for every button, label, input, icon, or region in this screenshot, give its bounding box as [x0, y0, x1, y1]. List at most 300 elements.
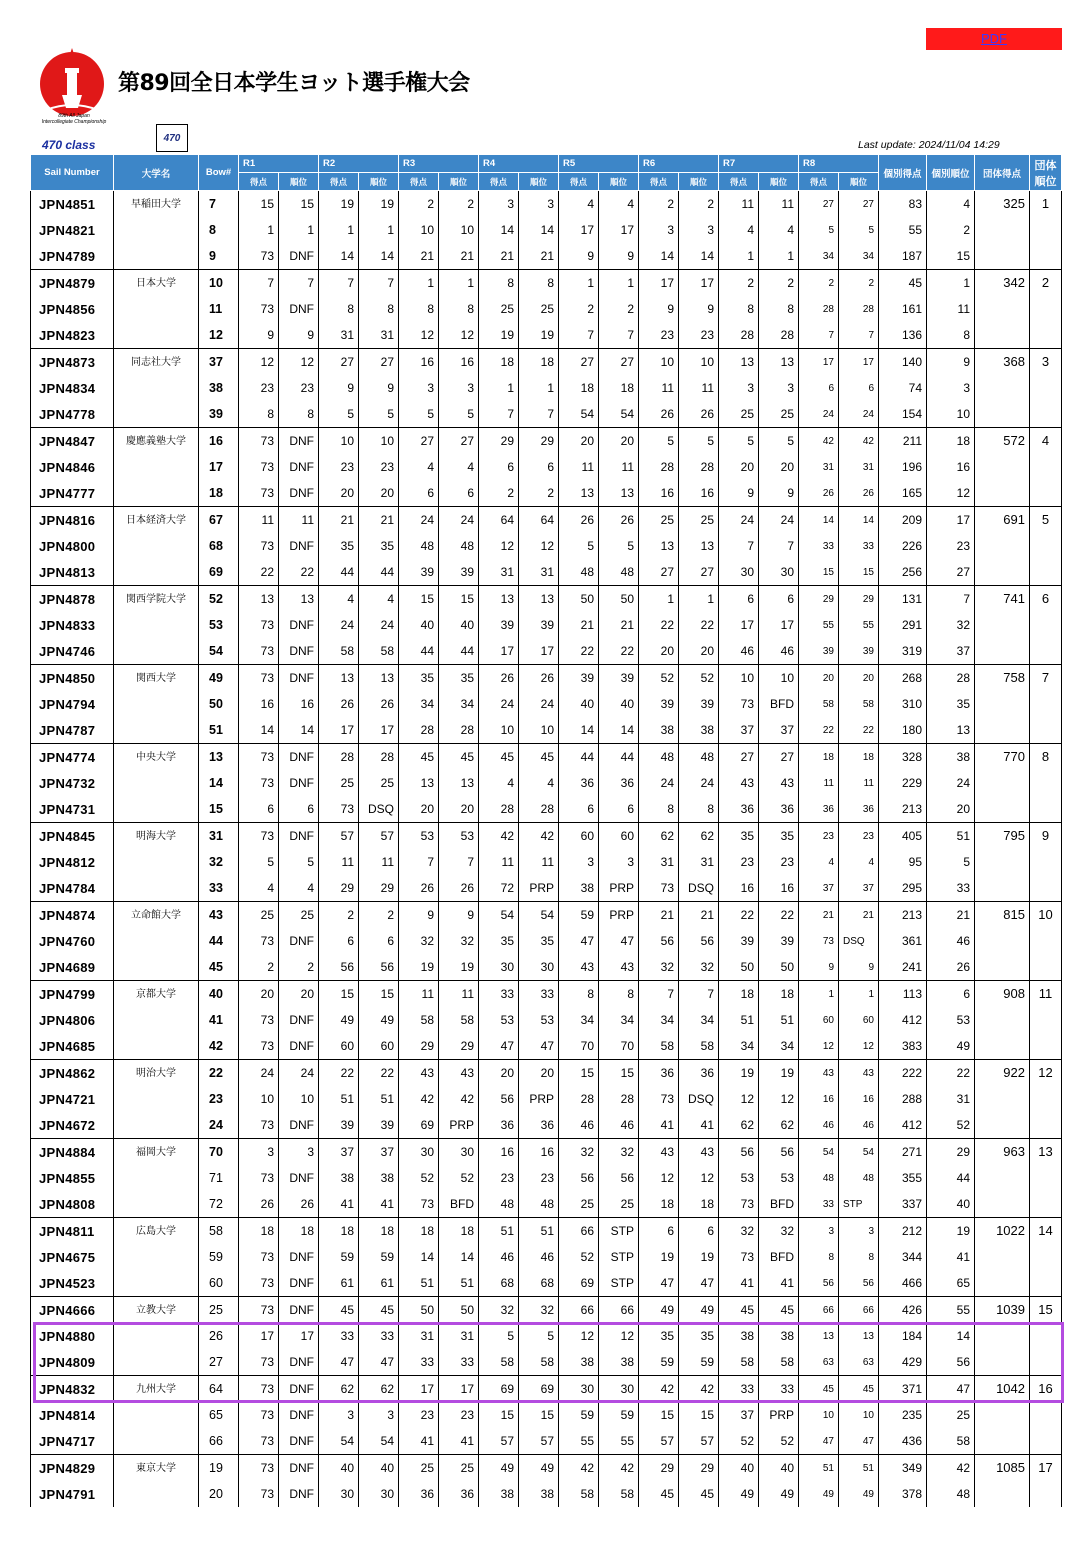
race-rank: 14 [839, 507, 879, 534]
race-rank: 45 [359, 1297, 399, 1324]
individual-rank: 23 [927, 533, 975, 559]
race-score: 33 [399, 1349, 439, 1376]
race-rank: 18 [759, 981, 799, 1008]
race-rank: 4 [759, 217, 799, 243]
race-score: 55 [559, 1428, 599, 1455]
race-score: 73 [239, 1376, 279, 1403]
race-score: 6 [399, 480, 439, 507]
race-score: 26 [559, 507, 599, 534]
race-score: 2 [399, 191, 439, 218]
sail-number: JPN4812 [31, 849, 114, 875]
race-score: 45 [719, 1297, 759, 1324]
race-score: 37 [319, 1139, 359, 1166]
bow-number: 68 [199, 533, 239, 559]
race-score: 26 [639, 401, 679, 428]
race-rank: 58 [359, 638, 399, 665]
race-rank: 33 [839, 533, 879, 559]
individual-rank: 10 [927, 401, 975, 428]
race-rank: 40 [599, 691, 639, 717]
race-rank: DNF [279, 243, 319, 270]
individual-rank: 25 [927, 1402, 975, 1428]
team-rank: 14 [1030, 1218, 1062, 1297]
race-rank: 60 [599, 823, 639, 850]
race-score: 24 [399, 507, 439, 534]
race-score: 5 [719, 428, 759, 455]
race-rank: 63 [839, 1349, 879, 1376]
race-rank: 51 [839, 1455, 879, 1482]
race-rank: 41 [759, 1270, 799, 1297]
race-score: 44 [559, 744, 599, 771]
race-score: 51 [479, 1218, 519, 1245]
race-rank: DNF [279, 612, 319, 638]
race-score: 42 [479, 823, 519, 850]
race-rank: DNF [279, 1297, 319, 1324]
race-rank: 8 [759, 296, 799, 322]
race-rank: 9 [599, 243, 639, 270]
race-rank: 19 [359, 191, 399, 218]
individual-rank: 22 [927, 1060, 975, 1087]
race-score: 10 [319, 428, 359, 455]
col-race-rank: 順位 [599, 173, 639, 191]
sail-number: JPN4523 [31, 1270, 114, 1297]
individual-score: 383 [879, 1033, 927, 1060]
race-rank: 18 [599, 375, 639, 401]
race-rank: STP [599, 1270, 639, 1297]
race-score: 26 [319, 691, 359, 717]
race-score: 29 [639, 1455, 679, 1482]
race-score: 13 [719, 349, 759, 376]
bow-number: 54 [199, 638, 239, 665]
individual-rank: 24 [927, 770, 975, 796]
bow-number: 27 [199, 1349, 239, 1376]
race-score: 7 [639, 981, 679, 1008]
race-score: 56 [319, 954, 359, 981]
race-rank: 9 [359, 375, 399, 401]
race-score: 25 [399, 1455, 439, 1482]
individual-rank: 42 [927, 1455, 975, 1482]
individual-score: 165 [879, 480, 927, 507]
university-name: 慶應義塾大学 [114, 428, 199, 507]
race-rank: 29 [439, 1033, 479, 1060]
race-rank: 2 [279, 954, 319, 981]
race-rank: 56 [759, 1139, 799, 1166]
race-score: 62 [319, 1376, 359, 1403]
race-score: 36 [639, 1060, 679, 1087]
individual-score: 412 [879, 1007, 927, 1033]
race-score: 73 [239, 744, 279, 771]
race-rank: DNF [279, 454, 319, 480]
race-score: 73 [639, 1086, 679, 1112]
race-score: 8 [239, 401, 279, 428]
race-score: 11 [719, 191, 759, 218]
bow-number: 40 [199, 981, 239, 1008]
race-rank: PRP [519, 875, 559, 902]
sail-number: JPN4813 [31, 559, 114, 586]
individual-rank: 11 [927, 296, 975, 322]
team-score: 963 [975, 1139, 1030, 1218]
individual-score: 378 [879, 1481, 927, 1507]
individual-rank: 6 [927, 981, 975, 1008]
race-score: 73 [239, 296, 279, 322]
bow-number: 43 [199, 902, 239, 929]
race-score: 28 [399, 717, 439, 744]
race-score: 53 [399, 823, 439, 850]
race-rank: 13 [439, 770, 479, 796]
individual-score: 295 [879, 875, 927, 902]
bow-number: 67 [199, 507, 239, 534]
race-rank: 38 [679, 717, 719, 744]
race-rank: 4 [599, 191, 639, 218]
race-score: 25 [239, 902, 279, 929]
team-score: 741 [975, 586, 1030, 665]
race-rank: 32 [439, 928, 479, 954]
race-rank: 35 [519, 928, 559, 954]
bow-number: 53 [199, 612, 239, 638]
team-rank: 10 [1030, 902, 1062, 981]
race-rank: 15 [519, 1402, 559, 1428]
bow-number: 58 [199, 1218, 239, 1245]
race-score: 38 [319, 1165, 359, 1191]
university-name: 中央大学 [114, 744, 199, 823]
race-rank: 8 [279, 401, 319, 428]
race-score: 18 [719, 981, 759, 1008]
race-rank: 8 [599, 981, 639, 1008]
individual-rank: 20 [927, 796, 975, 823]
race-rank: 30 [439, 1139, 479, 1166]
individual-score: 344 [879, 1244, 927, 1270]
race-score: 17 [559, 217, 599, 243]
race-score: 25 [719, 401, 759, 428]
individual-score: 154 [879, 401, 927, 428]
individual-rank: 53 [927, 1007, 975, 1033]
race-rank: 54 [359, 1428, 399, 1455]
results-table [30, 154, 1062, 1507]
race-score: 35 [639, 1323, 679, 1349]
sail-number: JPN4878 [31, 586, 114, 613]
individual-rank: 4 [927, 191, 975, 218]
individual-score: 213 [879, 902, 927, 929]
race-rank: 26 [679, 401, 719, 428]
race-rank: 58 [519, 1349, 559, 1376]
individual-rank: 29 [927, 1139, 975, 1166]
race-score: 12 [479, 533, 519, 559]
team-rank: 12 [1030, 1060, 1062, 1139]
race-rank: 54 [839, 1139, 879, 1166]
race-score: 11 [399, 981, 439, 1008]
race-score: 21 [799, 902, 839, 929]
race-rank: 42 [679, 1376, 719, 1403]
individual-score: 55 [879, 217, 927, 243]
race-score: 4 [479, 770, 519, 796]
race-score: 5 [399, 401, 439, 428]
470-class-logo: 470 [156, 124, 188, 152]
col-race-2: R2 [319, 155, 399, 173]
race-rank: 21 [359, 507, 399, 534]
col-race-1: R1 [239, 155, 319, 173]
race-score: 16 [399, 349, 439, 376]
bow-number: 11 [199, 296, 239, 322]
race-score: 73 [239, 1165, 279, 1191]
race-score: 30 [479, 954, 519, 981]
race-score: 46 [559, 1112, 599, 1139]
race-score: 73 [239, 533, 279, 559]
race-rank: 17 [599, 217, 639, 243]
race-rank: 51 [759, 1007, 799, 1033]
race-rank: 20 [359, 480, 399, 507]
race-score: 73 [239, 428, 279, 455]
race-rank: 47 [679, 1270, 719, 1297]
race-score: 20 [719, 454, 759, 480]
race-score: 33 [319, 1323, 359, 1349]
race-score: 27 [319, 349, 359, 376]
bow-number: 50 [199, 691, 239, 717]
race-rank: 12 [679, 1165, 719, 1191]
race-rank: 32 [519, 1297, 559, 1324]
race-score: 13 [639, 533, 679, 559]
race-score: 3 [479, 191, 519, 218]
team-score: 691 [975, 507, 1030, 586]
race-score: 15 [639, 1402, 679, 1428]
race-score: 26 [479, 665, 519, 692]
individual-rank: 47 [927, 1376, 975, 1403]
race-rank: DSQ [679, 875, 719, 902]
race-rank: 20 [279, 981, 319, 1008]
race-rank: 19 [519, 322, 559, 349]
sail-number: JPN4833 [31, 612, 114, 638]
individual-rank: 55 [927, 1297, 975, 1324]
race-score: 18 [639, 1191, 679, 1218]
race-score: 24 [319, 612, 359, 638]
race-score: 31 [319, 322, 359, 349]
individual-rank: 35 [927, 691, 975, 717]
race-rank: 46 [599, 1112, 639, 1139]
sail-number: JPN4821 [31, 217, 114, 243]
race-rank: 18 [359, 1218, 399, 1245]
race-rank: 32 [759, 1218, 799, 1245]
race-rank: 48 [519, 1191, 559, 1218]
race-score: 44 [319, 559, 359, 586]
col-race-8: R8 [799, 155, 879, 173]
race-rank: BFD [439, 1191, 479, 1218]
race-score: 73 [239, 638, 279, 665]
race-rank: 48 [599, 559, 639, 586]
col-race-score: 得点 [799, 173, 839, 191]
race-score: 3 [239, 1139, 279, 1166]
individual-score: 229 [879, 770, 927, 796]
race-score: 23 [719, 849, 759, 875]
race-rank: 28 [599, 1086, 639, 1112]
race-score: 31 [479, 559, 519, 586]
race-rank: 10 [679, 349, 719, 376]
individual-rank: 15 [927, 243, 975, 270]
race-score: 43 [799, 1060, 839, 1087]
race-rank: 28 [679, 454, 719, 480]
result-row [31, 744, 1062, 771]
race-rank: 30 [519, 954, 559, 981]
race-score: 22 [799, 717, 839, 744]
race-score: 55 [799, 612, 839, 638]
bow-number: 42 [199, 1033, 239, 1060]
race-score: 34 [639, 1007, 679, 1033]
race-rank: 45 [839, 1376, 879, 1403]
race-rank: 33 [439, 1349, 479, 1376]
race-rank: 3 [759, 375, 799, 401]
race-score: 35 [399, 665, 439, 692]
race-rank: 16 [759, 875, 799, 902]
race-rank: 23 [279, 375, 319, 401]
race-score: 30 [719, 559, 759, 586]
sail-number: JPN4685 [31, 1033, 114, 1060]
race-score: 28 [639, 454, 679, 480]
race-rank: 58 [439, 1007, 479, 1033]
race-rank: 41 [439, 1428, 479, 1455]
race-rank: 1 [839, 981, 879, 1008]
university-name: 明海大学 [114, 823, 199, 902]
race-score: 18 [559, 375, 599, 401]
bow-number: 72 [199, 1191, 239, 1218]
individual-rank: 49 [927, 1033, 975, 1060]
race-score: 9 [639, 296, 679, 322]
individual-score: 211 [879, 428, 927, 455]
race-rank: 23 [519, 1165, 559, 1191]
race-score: 17 [319, 717, 359, 744]
race-rank: 36 [679, 1060, 719, 1087]
race-score: 7 [479, 401, 519, 428]
race-rank: 13 [759, 349, 799, 376]
bow-number: 49 [199, 665, 239, 692]
race-rank: 2 [839, 270, 879, 297]
race-score: 4 [719, 217, 759, 243]
race-score: 45 [399, 744, 439, 771]
race-rank: 20 [439, 796, 479, 823]
race-score: 13 [799, 1323, 839, 1349]
race-score: 14 [639, 243, 679, 270]
race-score: 73 [239, 1455, 279, 1482]
race-score: 60 [799, 1007, 839, 1033]
race-rank: 36 [839, 796, 879, 823]
race-score: 7 [319, 270, 359, 297]
race-score: 33 [479, 981, 519, 1008]
race-score: 21 [559, 612, 599, 638]
race-rank: 3 [279, 1139, 319, 1166]
result-row [31, 1139, 1062, 1166]
race-rank: 19 [759, 1060, 799, 1087]
race-rank: 7 [839, 322, 879, 349]
race-rank: 52 [439, 1165, 479, 1191]
col-bow: Bow# [199, 155, 239, 191]
race-score: 16 [799, 1086, 839, 1112]
race-score: 10 [799, 1402, 839, 1428]
race-rank: 5 [439, 401, 479, 428]
race-rank: 7 [679, 981, 719, 1008]
race-score: 32 [639, 954, 679, 981]
race-score: 51 [399, 1270, 439, 1297]
sail-number: JPN4832 [31, 1376, 114, 1403]
race-rank: 13 [839, 1323, 879, 1349]
race-score: 1 [239, 217, 279, 243]
result-row [31, 981, 1062, 1008]
sail-number: JPN4808 [31, 1191, 114, 1218]
race-rank: 6 [599, 796, 639, 823]
col-race-score: 得点 [639, 173, 679, 191]
sail-number: JPN4806 [31, 1007, 114, 1033]
race-rank: 37 [839, 875, 879, 902]
race-score: 37 [719, 1402, 759, 1428]
race-score: 17 [719, 612, 759, 638]
race-rank: 14 [519, 217, 559, 243]
race-rank: 45 [439, 744, 479, 771]
race-score: 73 [239, 823, 279, 850]
university-name: 日本大学 [114, 270, 199, 349]
race-score: 10 [399, 217, 439, 243]
race-rank: 20 [759, 454, 799, 480]
race-rank: DSQ [679, 1086, 719, 1112]
race-score: 39 [399, 559, 439, 586]
race-rank: 21 [839, 902, 879, 929]
race-score: 58 [799, 691, 839, 717]
race-score: 38 [559, 875, 599, 902]
race-rank: 20 [519, 1060, 559, 1087]
race-score: 1 [559, 270, 599, 297]
race-rank: 15 [839, 559, 879, 586]
race-score: 36 [399, 1481, 439, 1507]
race-score: 29 [479, 428, 519, 455]
race-rank: 15 [359, 981, 399, 1008]
race-rank: 11 [759, 191, 799, 218]
bow-number: 9 [199, 243, 239, 270]
race-score: 25 [319, 770, 359, 796]
race-rank: 13 [359, 665, 399, 692]
individual-rank: 14 [927, 1323, 975, 1349]
sail-number: JPN4850 [31, 665, 114, 692]
race-rank: 31 [839, 454, 879, 480]
race-rank: 5 [599, 533, 639, 559]
race-rank: 57 [679, 1428, 719, 1455]
race-rank: 16 [519, 1139, 559, 1166]
sail-number: JPN4672 [31, 1112, 114, 1139]
race-score: 73 [239, 1349, 279, 1376]
team-rank: 7 [1030, 665, 1062, 744]
race-rank: 14 [279, 717, 319, 744]
race-rank: 28 [519, 796, 559, 823]
race-rank: 6 [679, 1218, 719, 1245]
individual-score: 361 [879, 928, 927, 954]
pdf-download-link[interactable]: PDF [926, 28, 1062, 50]
race-rank: 53 [519, 1007, 559, 1033]
race-score: 73 [719, 691, 759, 717]
race-score: 66 [559, 1297, 599, 1324]
team-rank: 16 [1030, 1376, 1062, 1455]
col-indiv-rank: 個別順位 [927, 155, 975, 191]
individual-rank: 56 [927, 1349, 975, 1376]
race-score: 20 [799, 665, 839, 692]
race-rank: 5 [679, 428, 719, 455]
race-rank: 26 [599, 507, 639, 534]
race-score: 6 [719, 586, 759, 613]
race-score: 5 [319, 401, 359, 428]
race-rank: PRP [519, 1086, 559, 1112]
university-name: 九州大学 [114, 1376, 199, 1455]
race-rank: 64 [519, 507, 559, 534]
bow-number: 10 [199, 270, 239, 297]
race-rank: 14 [439, 1244, 479, 1270]
race-rank: DNF [279, 1165, 319, 1191]
race-rank: STP [599, 1244, 639, 1270]
race-score: 16 [479, 1139, 519, 1166]
result-row [31, 1218, 1062, 1245]
race-score: 5 [559, 533, 599, 559]
page-title: 第89回全日本学生ヨット選手権大会 [118, 71, 470, 96]
